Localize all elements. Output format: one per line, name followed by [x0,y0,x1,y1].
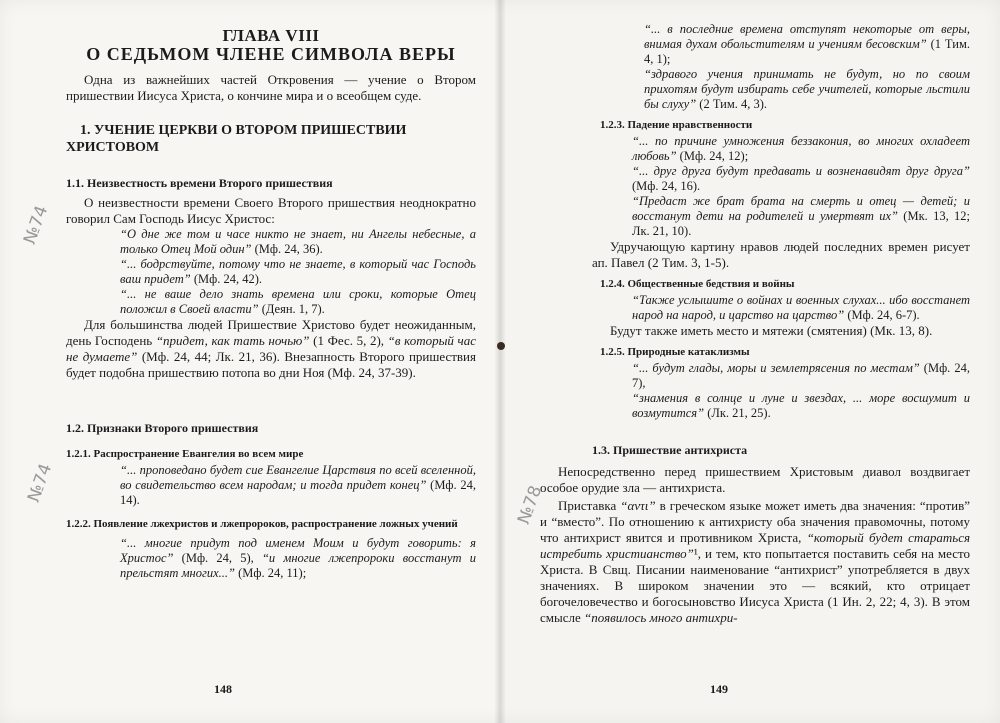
ink-spot [497,342,505,350]
quote-5b-ref: (Мф. 24, 11); [235,566,307,580]
p-quote-a: “придет, как тать ночью” [155,333,310,348]
quote-13-ref: (Лк. 21, 25). [704,406,771,420]
quote-9 [632,164,970,194]
subsection-heading-1-2-2: 1.2.2. Появление лжехристов и лжепророков, распространение ложных учений [66,518,458,530]
quote-block-5 [120,536,476,581]
quote-block-8 [632,134,970,239]
quote-6 [644,22,970,67]
quote-13-text: “знамения в солнце и луне и звездах, ... море восшумит и возмутится” [632,391,970,420]
book-gutter [494,0,506,723]
quote-11 [632,293,970,323]
quote-6-ref: (1 Тим. 4, 1); [644,37,970,66]
quote-block-6 [644,22,970,112]
quote-4-ref: (Мф. 24, 14). [120,478,476,507]
quote-3-ref: (Деян. 1, 7). [258,302,325,316]
quote-4-text: “... проповедано будет сие Евангелие Царствия по всей вселенной, во свидетельство всем народам; и тогда придет конец” [120,463,476,492]
quote-5a-ref: (Мф. 24, 5), [173,551,262,565]
paragraph-right-3: Непосредственно перед пришествием Христовым диавол воздвигает особое орудие зла — антихриста. [540,464,970,495]
quote-12 [632,361,970,391]
section-heading-1: 1. УЧЕНИЕ ЦЕРКВИ О ВТОРОМ ПРИШЕСТВИИ ХРИСТОВОМ [66,123,407,155]
pencil-annotation-1: №74 [20,203,53,247]
pencil-annotation-2: №74 [24,461,57,505]
quote-10-text: “Предаст же брат брата на смерть и отец — детей; и восстанут дети на родителей и умертвят их” [632,194,970,223]
subsection-heading-1-2-3: 1.2.3. Падение нравственности [600,119,753,131]
pencil-annotation-3: №78 [514,483,547,527]
subsection-heading-1-2: 1.2. Признаки Второго пришествия [66,421,259,435]
quote-3 [120,287,476,317]
quote-7 [644,67,970,112]
quote-6-text: “... в последние времена отступят некоторые от веры, внимая духам обольстителям и учениям бесовским” [644,22,970,51]
page-number-left: 148 [214,682,232,696]
quote-10 [632,194,970,239]
p4-quote-2: “появилось много антихри- [584,610,738,625]
subsection-heading-1-1: 1.1. Неизвестность времени Второго пришествия [66,176,333,190]
quote-11-text: “Также услышите о войнах и военных слухах... ибо восстанет народ на народ, и царство на царство” [632,293,970,322]
chapter-title [66,26,476,64]
paragraph-right-2: Будут также иметь место и мятежи (смятения) (Мк. 13, 8). [610,323,933,338]
page-number-right: 149 [710,682,728,696]
quote-1-ref: (Мф. 24, 36). [251,242,323,256]
subsection-heading-1-2-4: 1.2.4. Общественные бедствия и войны [600,278,795,290]
quote-11-ref: (Мф. 24, 6-7). [844,308,920,322]
quote-5b-text: “и многие лжепророки восстанут и прельстят многих...” [120,551,476,580]
paragraph-1-1: О неизвестности времени Своего Второго пришествия неоднократно говорил Сам Господь Иисус Христос: [66,195,476,226]
quote-3-text: “... не ваше дело знать времена или сроки, которые Отец положил в Своей власти” [120,287,476,316]
p4-text-b: в греческом языке может иметь два значения: “против” и “вместо”. По отношению к антихристу оба значения правомочны, потому что антихрист явится и противником Христа, [540,498,970,545]
subsection-heading-1-2-1: 1.2.1. Распространение Евангелия во всем мире [66,448,304,460]
quote-4 [120,463,476,508]
p4-text-c: ¹, и тем, кто попытается поставить себя на место Христа. В Свщ. Писании наименование “антихрист” употребляется в двух значениях. В широком значении это — всякий, кто отрицает богочеловечество и богосыновство Иисуса Христа (1 Ин. 2, 22; 4, 3). В этом смысле [540,546,970,625]
quote-block-1 [120,227,476,317]
quote-2-text: “... бодрствуйте, потому что не знаете, в который час Господь ваш придет” [120,257,476,286]
p-quote-b: “в который час не думаете” [66,333,477,364]
p4-quote: “который будет стараться истребить христианство” [540,530,971,561]
intro-paragraph: Одна из важнейших частей Откровения — учение о Втором пришествии Иисуса Христа, о кончине мира и о всеобщем суде. [66,72,476,103]
quote-1 [120,227,476,257]
p4-text-a: Приставка [558,498,621,513]
paragraph-right-1: Удручающую картину нравов людей последних времен рисует ап. Павел (2 Тим. 3, 1-5). [592,239,970,270]
quote-block-11 [632,293,970,323]
quote-8-ref: (Мф. 24, 12); [676,149,749,163]
quote-2-ref: (Мф. 24, 42). [190,272,263,286]
paragraph-1-1-b [66,317,476,381]
quote-8-text: “... по причине умножения беззакония, во многих охладеет любовь” [632,134,970,163]
chapter-subtitle: О СЕДЬМОМ ЧЛЕНЕ СИМВОЛА ВЕРЫ [86,44,456,64]
quote-2 [120,257,476,287]
subsection-heading-1-2-5: 1.2.5. Природные катаклизмы [600,346,750,358]
right-page [500,0,1000,723]
subsection-heading-1-3: 1.3. Пришествие антихриста [592,443,748,457]
quote-5a-text: “... многие придут под именем Моим и будут говорить: я Христос” [120,536,476,565]
quote-10-ref: (Мк. 13, 12; Лк. 21, 10). [632,209,970,238]
quote-1-text: “О дне же том и часе никто не знает, ни Ангелы небесные, а только Отец Мой один” [120,227,476,256]
quote-7-ref: (2 Тим. 4, 3). [696,97,768,111]
quote-9-ref: (Мф. 24, 16). [632,179,701,193]
p-text-b: (1 Фес. 5, 2), [309,333,388,348]
quote-7-text: “здравого учения принимать не будут, но по своим прихотям будут избирать себе учителей, которые льстили бы слуху” [644,67,970,111]
paragraph-right-4 [540,498,970,626]
quote-5 [120,536,476,581]
quote-12-ref: (Мф. 24, 7), [632,361,970,390]
quote-8 [632,134,970,164]
quote-12-text: “... будут глады, моры и землетрясения по местам” [632,361,920,375]
p-text-c: (Мф. 24, 44; Лк. 21, 36). Внезапность Второго пришествия будет подобна пришествию потопа во дни Ноя (Мф. 24, 37-39). [66,349,476,380]
quote-9-text: “... друг друга будут предавать и возненавидят друг друга” [632,164,970,178]
p-text-a: Для большинства людей Пришествие Христово будет неожиданным, день Господень [66,317,476,348]
quote-block-4 [120,463,476,508]
chapter-number: ГЛАВА VIII [222,26,320,45]
quote-13 [632,391,970,421]
p4-greek: “αντι” [620,498,656,513]
quote-block-12 [632,361,970,421]
